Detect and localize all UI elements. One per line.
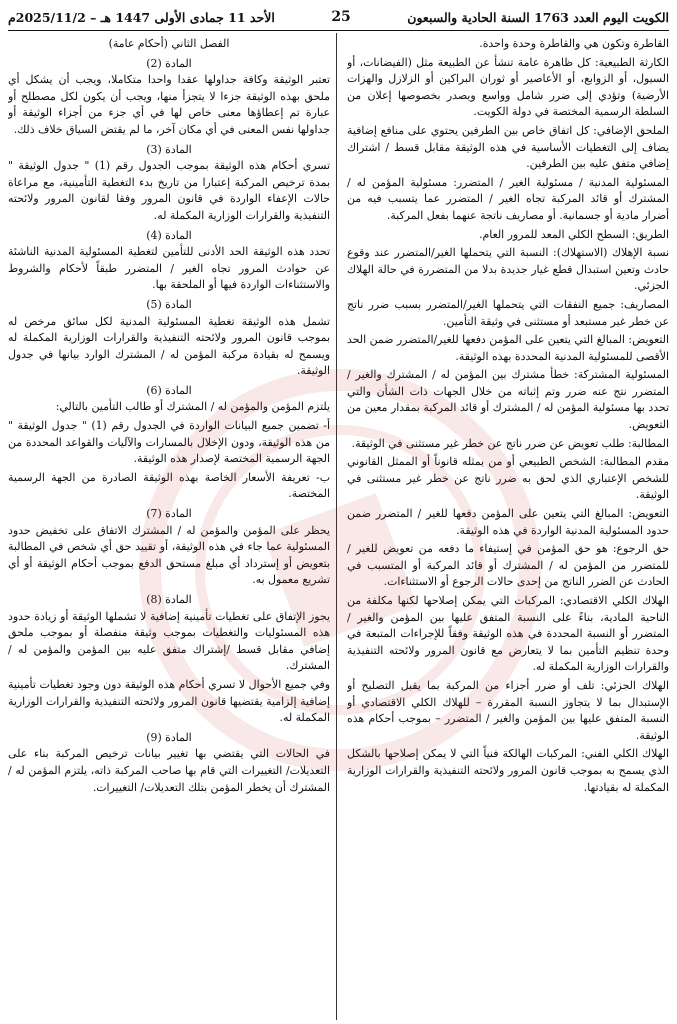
column-divider: [336, 33, 337, 1020]
article-paragraph: ب- تعريفة الأسعار الخاصة بهذه الوثيقة الصادرة من الجهة الرسمية المختصة.: [8, 470, 330, 501]
article-title: المادة (5): [146, 297, 192, 311]
definition-paragraph: التعويض: المبالغ التي يتعين على المؤمن دفعها للغير/المتضرر ضمن الحد الأقصى للمسئولية المدنية المحددة بهذه الوثيقة.: [347, 333, 669, 363]
article-title: المادة (3): [146, 142, 192, 156]
page-header: [8, 4, 669, 30]
article-paragraph: تعتبر الوثيقة وكافة جداولها عقدا واحدا متكاملا، ويجب أن يشكل أي ملحق بهذه الوثيقة جزءا لا يتجزأ منها، ويجب أن يكون لكل مصطلح أو عبارة تم إعطاؤها معنى خاص لها في أي جزء من أجزاء الوثيقة أو جداولها نفس المعنى في أي مكان آخر، ما لم يقتض السياق خلاف ذلك.: [8, 73, 330, 136]
definition-paragraph: الملحق الإضافي: كل اتفاق خاص بين الطرفين يحتوي على منافع إضافية يضاف إلى التغطيات الأساسية في هذه الوثيقة مقابل قسط / اشتراك إضافي متفق عليه بين الطرفين.: [347, 123, 669, 171]
left-column: [8, 36, 330, 1020]
chapter-title: الفصل الثاني (أحكام عامة): [108, 37, 230, 50]
definition-paragraph: الكارثة الطبيعية: كل ظاهرة عامة تنشأ عن الطبيعة مثل (الفيضانات، أو السيول، أو الزوابع، أو الأعاصير أو ثوران البراكين أو الزلازل والهزات الأرضية) وتؤدي إلى ضرر شامل وواسع ويصدر بخصوصها إعلان من السلطة الرسمية المختصة في دولة الكويت.: [347, 55, 669, 119]
article-paragraph: يجوز الإتفاق على تغطيات تأمينية إضافية لا تشملها الوثيقة أو زيادة حدود هذه المسئوليات والتغطيات بموجب وثيقة منفصلة أو بموجب ملحق إضافي مقابل قسط /إشتراك متفق عليه بين المؤمن والمؤمن له / المشترك.: [8, 609, 330, 673]
definition-paragraph: الهلاك الجزئي: تلف أو ضرر أجزاء من المركبة بما يقبل التصليح أو الإستبدال بما لا يتجاوز النسبة المقررة – للهلاك الكلي الاقتصادي أو النسبة المتفق عليها بين المؤمن والغير / المتضرر – بموجب أحكام هذه الوثيقة.: [347, 678, 669, 742]
definition-paragraph: التعويض: المبالغ التي يتعين على المؤمن دفعها للغير / المتضرر ضمن حدود المسئولية المدنية الواردة في هذه الوثيقة.: [347, 507, 669, 537]
definition-paragraph: نسبة الإهلاك (الاستهلاك): النسبة التي يتحملها الغير/المتضرر عند وقوع حادث وتعين استبدال قطع غيار جديدة بدلا من المتضررة في حالة الهلاك الجزئي.: [347, 246, 669, 293]
header-date: الأحد 11 جمادى الأولى 1447 هـ – 2025/11/2م: [8, 9, 275, 25]
header-issue-info: الكويت اليوم العدد 1763 السنة الحادية والسبعون: [407, 9, 669, 25]
definition-paragraph: المسئولية المشتركة: خطأ مشترك بين المؤمن له / المشترك والغير / المتضرر نتج عنه ضرر وتم إثباته من خلال الجهات ذات الشأن والتي تحدد بها مسئولية المؤمن له / المشترك أو قائد المركبة بمقدار معين من التعويض.: [347, 368, 669, 432]
definition-paragraph: حق الرجوع: هو حق المؤمن في إستيفاء ما دفعه من تعويض للغير / للمتضرر من المؤمن له / المشترك أو قائد المركبة أو المتسبب في الحادث عن الضرر الناتج من إحدى حالات الرجوع أو الاستثناءات.: [347, 542, 669, 589]
article-paragraph: تسري أحكام هذه الوثيقة بموجب الجدول رقم (1) " جدول الوثيقة " بمدة ترخيص المركبة إعتبارا من تاريخ بدء التغطية التأمينية، مع مراعاة حالات الإعفاء الواردة في قانون المرور وفقا لقانون المرور ولائحته التنفيذية والقرارات الوزارية المكملة له.: [8, 159, 330, 222]
article-paragraph: تشمل هذه الوثيقة تغطية المسئولية المدنية لكل سائق مرخص له بموجب قانون المرور ولائحته التنفيذية والقرارات الوزارية المكملة له ويسمح له بقيادة مركبة المؤمن له / المشترك الوارد بيانها في جدول الوثيقة.: [8, 314, 330, 378]
page-number: 25: [331, 9, 351, 25]
article-paragraph: أ- تضمين جميع البيانات الواردة في الجدول رقم (1) " جدول الوثيقة " من هذه الوثيقة، ودون الإخلال بالمسارات والآليات والقواعد المحددة من الجهة الرسمية المختصة لإصدار هذه الوثيقة.: [8, 419, 330, 466]
article-title: المادة (6): [146, 383, 192, 397]
article-title: المادة (9): [146, 730, 192, 744]
article-title: المادة (7): [146, 507, 192, 521]
right-column: [347, 36, 669, 1020]
definition-paragraph: المصاريف: جميع النفقات التي يتحملها الغير/المتضرر بسبب ضرر ناتج عن خطر غير مستبعد أو مستثنى في وثيقة التأمين.: [347, 297, 669, 328]
definition-paragraph: مقدم المطالبة: الشخص الطبيعي أو من يمثله قانوناً أو الممثل القانوني للشخص الإعتباري الذي لحق به ضرر ناتج عن خطر غير مستثنى في الوثيقة.: [347, 455, 669, 502]
article-paragraph: يلتزم المؤمن والمؤمن له / المشترك أو طالب التأمين بالتالي:: [55, 400, 330, 414]
article-title: المادة (2): [146, 56, 192, 70]
article-paragraph: وفي جميع الأحوال لا تسري أحكام هذه الوثيقة دون وجود تغطيات تأمينية إضافية إلزامية يقتضيها قانون المرور ولائحته التنفيذية والقرارات الوزارية المكملة له.: [8, 677, 330, 725]
header-rule: [8, 30, 669, 31]
definition-paragraph: المسئولية المدنية / مسئولية الغير / المتضرر: مسئولية المؤمن له / المشترك أو قائد المركبة تجاه الغير / المتضرر عما يتسبب فيه من أضرار مادية أو جسمانية. أو مصاريف ناتجة عنهما بفعل المركبة.: [347, 175, 669, 222]
article-paragraph: تحدد هذه الوثيقة الحد الأدنى للتأمين لتغطية المسئولية المدنية الناشئة عن حوادث المرور تجاه الغير / المتضرر طبقاً لأحكام والشروط والاستثناءات الواردة فيها أو الملحقة بها.: [8, 245, 330, 292]
article-paragraph: يحظر على المؤمن والمؤمن له / المشترك الاتفاق على تخفيض حدود المسئولية عما جاء في هذه الوثيقة، أو تقييد حق أي شخص في المطالبة بتعويض أو إسترداد أي مبلغ مستحق الدفع بموجب أحكام الوثيقة أو أي تشريع معمول به.: [8, 523, 330, 587]
definition-paragraph: الطريق: السطح الكلي المعد للمرور العام.: [479, 227, 669, 241]
definition-paragraph: الهلاك الكلي الاقتصادي: المركبات التي يمكن إصلاحها لكنها مكلفة من الناحية المادية، بناءً على النسبة المتفق عليها بين المؤمن والغير / المتضرر أو النسبة المحددة في هذه الوثيقة وفقاً للإجراءات المتبعة في وحدة تنظيم التأمين بما لا يتعارض مع قانون المرور ولائحته التنفيذية والقرارات الوزارية المكملة له.: [347, 594, 669, 674]
article-paragraph: في الحالات التي يقتضي بها تغيير بيانات ترخيص المركبة بناء على التعديلات/ التغييرات التي قام بها صاحب المركبة ذاته، يلتزم المؤمن له / المشترك أن يخطر المؤمن بتلك التعديلات/ التغييرات.: [8, 747, 330, 794]
article-title: المادة (4): [146, 228, 192, 242]
article-title: المادة (8): [146, 593, 192, 606]
definition-paragraph: الهلاك الكلي الفني: المركبات الهالكة فنياً التي لا يمكن إصلاحها بالشكل الذي يسمح به بموجب قانون المرور ولائحته التنفيذية والقرارات الوزارية المكملة له بقيادتها.: [347, 747, 669, 794]
definition-paragraph: القاطرة وتكون هي والقاطرة وحدة واحدة.: [479, 37, 669, 50]
definition-paragraph: المطالبة: طلب تعويض عن ضرر ناتج عن خطر غير مستثنى في الوثيقة.: [351, 436, 669, 450]
